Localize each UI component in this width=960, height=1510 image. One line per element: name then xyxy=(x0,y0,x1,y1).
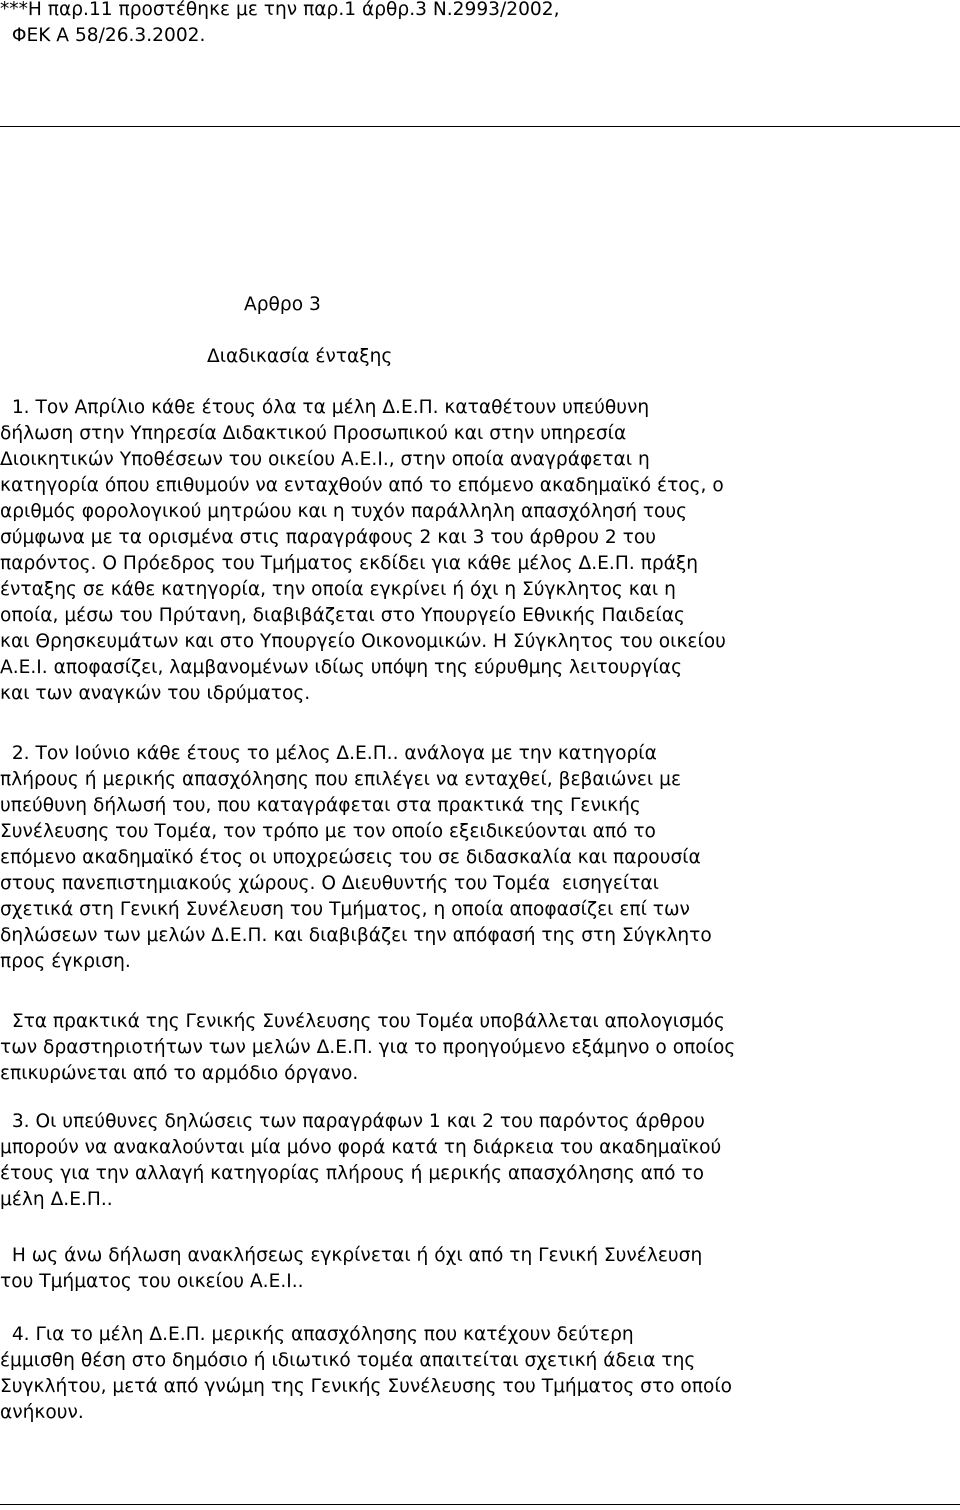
text-line: και των αναγκών του ιδρύματος. xyxy=(0,683,311,704)
text-line: σχετικά στη Γενική Συνέλευση του Τμήματος, η οποία αποφασίζει επί των xyxy=(0,899,690,920)
text-line: αριθμός φορολογικού μητρώου και η τυχόν παράλληλη απασχόλησή τους xyxy=(0,501,688,522)
text-line: Α.Ε.Ι. αποφασίζει, λαμβανομένων ιδίως υπόψη της εύρυθμης λειτουργίας xyxy=(0,657,682,678)
paragraph-1 xyxy=(0,395,960,707)
text-line: Στα πρακτικά της Γενικής Συνέλευσης του Τομέα υποβάλλεται απολογισμός xyxy=(0,1011,725,1032)
paragraph-6 xyxy=(0,1322,960,1426)
text-line: υπεύθυνη δήλωσή του, που καταγράφεται στα πρακτικά της Γενικής xyxy=(0,795,641,816)
footnote-line: ***Η παρ.11 προστέθηκε με την παρ.1 άρθρ.3 Ν.2993/2002, xyxy=(0,0,560,20)
text-line: παρόντος. Ο Πρόεδρος του Τμήματος εκδίδει για κάθε μέλος Δ.Ε.Π. πράξη xyxy=(0,553,699,574)
separator-line xyxy=(0,1504,960,1505)
paragraph-4 xyxy=(0,1109,960,1213)
text-line: των δραστηριοτήτων των μελών Δ.Ε.Π. για το προηγούμενο εξάμηνο ο οποίος xyxy=(0,1037,736,1058)
text-line: δήλωση στην Υπηρεσία Διδακτικού Προσωπικού και στην υπηρεσία xyxy=(0,423,627,444)
text-line: έμμισθη θέση στο δημόσιο ή ιδιωτικό τομέα απαιτείται σχετική άδεια της xyxy=(0,1350,696,1371)
text-line: Διοικητικών Υποθέσεων του οικείου Α.Ε.Ι., στην οποία αναγράφεται η xyxy=(0,449,650,470)
paragraph-2 xyxy=(0,741,960,975)
text-line: επικυρώνεται από το αρμόδιο όργανο. xyxy=(0,1063,359,1084)
text-line: ανήκουν. xyxy=(0,1402,84,1423)
text-line: επόμενο ακαδημαϊκό έτος οι υποχρεώσεις του σε διδασκαλία και παρουσία xyxy=(0,847,701,868)
text-line: έτους για την αλλαγή κατηγορίας πλήρους ή μερικής απασχόλησης από το xyxy=(0,1163,704,1184)
paragraph-3 xyxy=(0,1009,960,1087)
separator-line xyxy=(0,126,960,127)
footnote xyxy=(0,0,960,49)
paragraph-5 xyxy=(0,1243,960,1295)
text-line: και Θρησκευμάτων και στο Υπουργείο Οικονομικών. Η Σύγκλητος του οικείου xyxy=(0,631,726,652)
text-line: 2. Τον Ιούνιο κάθε έτους το μέλος Δ.Ε.Π.. ανάλογα με την κατηγορία xyxy=(0,743,657,764)
article-title: Αρθρο 3 xyxy=(244,294,321,315)
article-subtitle: Διαδικασία ένταξης xyxy=(207,346,393,367)
text-line: πλήρους ή μερικής απασχόλησης που επιλέγει να ενταχθεί, βεβαιώνει με xyxy=(0,769,681,790)
text-line: προς έγκριση. xyxy=(0,951,131,972)
text-line: Συνέλευσης του Τομέα, τον τρόπο με τον οποίο εξειδικεύονται από το xyxy=(0,821,656,842)
text-line: Συγκλήτου, μετά από γνώμη της Γενικής Συνέλευσης του Τμήματος στο οποίο xyxy=(0,1376,733,1397)
text-line: του Τμήματος του οικείου Α.Ε.Ι.. xyxy=(0,1271,304,1292)
footnote-line: ΦΕΚ Α 58/26.3.2002. xyxy=(0,25,206,46)
text-line: 1. Τον Απρίλιο κάθε έτους όλα τα μέλη Δ.Ε.Π. καταθέτουν υπεύθυνη xyxy=(0,397,650,418)
text-line: σύμφωνα με τα ορισμένα στις παραγράφους 2 και 3 του άρθρου 2 του xyxy=(0,527,656,548)
text-line: Η ως άνω δήλωση ανακλήσεως εγκρίνεται ή όχι από τη Γενική Συνέλευση xyxy=(0,1245,703,1266)
text-line: δηλώσεων των μελών Δ.Ε.Π. και διαβιβάζει την απόφασή της στη Σύγκλητο xyxy=(0,925,712,946)
text-line: 4. Για το μέλη Δ.Ε.Π. μερικής απασχόλησης που κατέχουν δεύτερη xyxy=(0,1324,634,1345)
text-line: στους πανεπιστημιακούς χώρους. Ο Διευθυντής του Τομέα εισηγείται xyxy=(0,873,659,894)
text-line: μέλη Δ.Ε.Π.. xyxy=(0,1189,113,1210)
text-line: ένταξης σε κάθε κατηγορία, την οποία εγκρίνει ή όχι η Σύγκλητος και η xyxy=(0,579,676,600)
text-line: κατηγορία όπου επιθυμούν να ενταχθούν από το επόμενο ακαδημαϊκό έτος, ο xyxy=(0,475,724,496)
text-line: μπορούν να ανακαλούνται μία μόνο φορά κατά τη διάρκεια του ακαδημαϊκού xyxy=(0,1137,722,1158)
text-line: 3. Οι υπεύθυνες δηλώσεις των παραγράφων 1 και 2 του παρόντος άρθρου xyxy=(0,1111,705,1132)
text-line: οποία, μέσω του Πρύτανη, διαβιβάζεται στο Υπουργείο Εθνικής Παιδείας xyxy=(0,605,685,626)
